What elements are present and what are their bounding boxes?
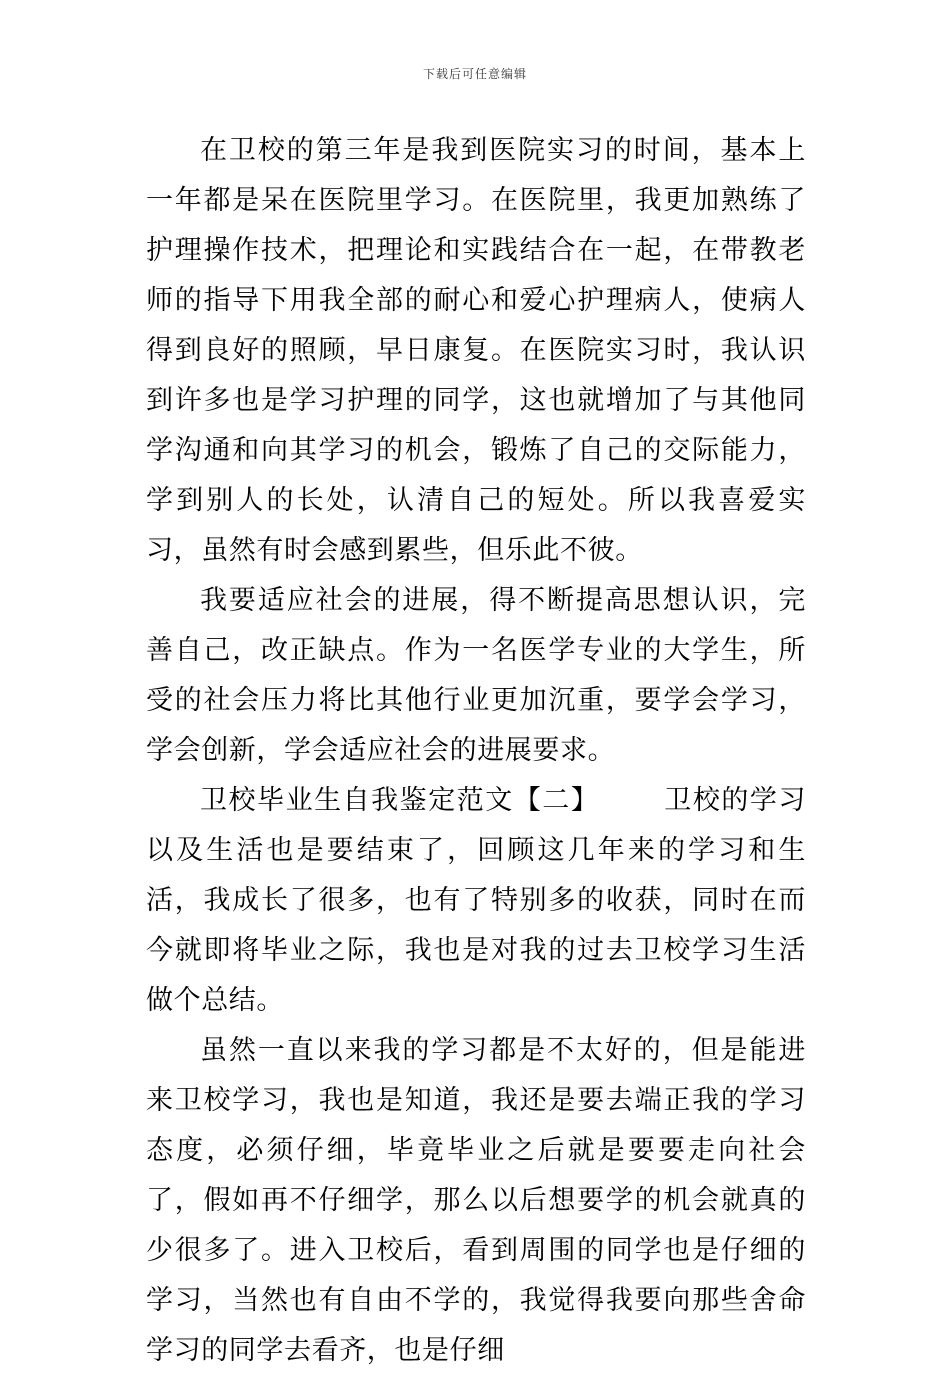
header-note: 下载后可任意编辑 bbox=[422, 67, 527, 81]
paragraph-study-attitude: 虽然一直以来我的学习都是不太好的，但是能进来卫校学习，我也是知道，我还是要去端正我的学习态度，必须仔细，毕竟毕业之后就是要要走向社会了，假如再不仔细学，那么以后想要学的机会就真的少很多了。进入卫校后，看到周围的同学也是仔细的学习，当然也有自由不学的，我觉得我要向那些舍命学习的同学去看齐，也是仔细 bbox=[146, 1035, 806, 1366]
paragraph-adapt-society: 我要适应社会的进展，得不断提高思想认识，完善自己，改正缺点。作为一名医学专业的大学生，所受的社会压力将比其他行业更加沉重，要学会学习，学会创新，学会适应社会的进展要求。 bbox=[146, 585, 806, 766]
paragraph-section-two bbox=[146, 776, 806, 1026]
paragraph-internship: 在卫校的第三年是我到医院实习的时间，基本上一年都是呆在医院里学习。在医院里，我更加熟练了护理操作技术，把理论和实践结合在一起，在带教老师的指导下用我全部的耐心和爱心护理病人，使病人得到良好的照顾，早日康复。在医院实习时，我认识到许多也是学习护理的同学，这也就增加了与其他同学沟通和向其学习的机会，锻炼了自己的交际能力，学到别人的长处，认清自己的短处。所以我喜爱实习，虽然有时会感到累些，但乐此不彼。 bbox=[146, 135, 806, 566]
section-heading: 卫校毕业生自我鉴定范文【二】 bbox=[200, 785, 600, 816]
section-paragraph-text: 卫校的学习以及生活也是要结束了，回顾这几年来的学习和生活，我成长了很多，也有了特别多的收获，同时在而今就即将毕业之际，我也是对我的过去卫校学习生活做个总结。 bbox=[146, 785, 807, 1016]
document-body bbox=[146, 126, 806, 1376]
